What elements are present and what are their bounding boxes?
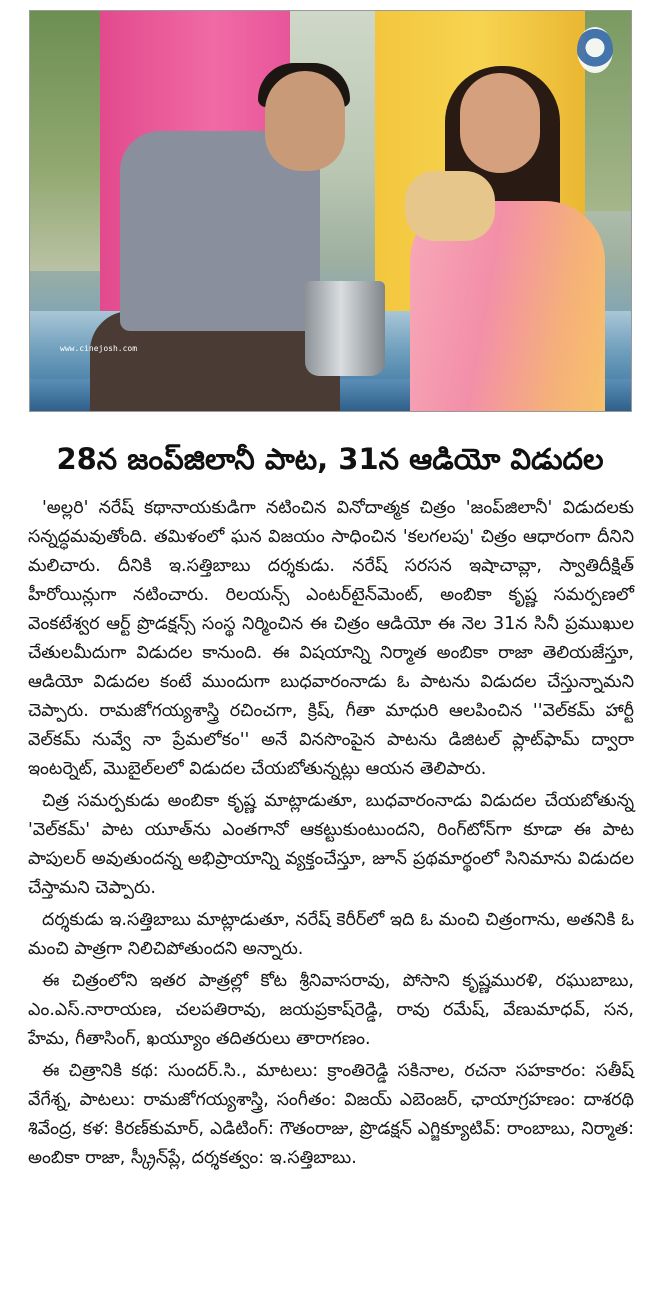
article-paragraph-5: ఈ చిత్రానికి కథ: సుందర్.సి., మాటలు: క్రాంతిరెడ్డి సకినాల, రచనా సహకారం: సతీష్ వేగేశ్న, పాటలు: రామజోగయ్యశాస్త్రి, సంగీతం: విజయ్ ఎబెంజర్, ఛాయాగ్రహణం: దాశరథి శివేంద్ర, కళ: కిరణ్‌కుమార్, ఎడిటింగ్: గౌతంరాజు, ప్రొడక్షన్ ఎగ్జిక్యూటివ్: రాంబాబు, నిర్మాత: అంబికా రాజా, స్క్రీన్‌ప్లే, దర్శకత్వం: ఇ.సత్తిబాబు.: [28, 1061, 634, 1168]
cinejosh-logo-icon: [577, 27, 613, 73]
article-paragraph-4: ఈ చిత్రంలోని ఇతర పాత్రల్లో కోట శ్రీనివాసరావు, పోసాని కృష్ణమురళి, రఘుబాబు, ఎం.ఎస్.నారాయణ, చలపతిరావు, జయప్రకాష్‌రెడ్డి, రావు రమేష్, వేణుమాధవ్, సన, హేమ, గీతాసింగ్, ఖయ్యూం తదితరులు తారాగణం.: [28, 971, 634, 1049]
photo-bucket: [305, 281, 385, 376]
article-paragraph-3: దర్శకుడు ఇ.సత్తిబాబు మాట్లాడుతూ, నరేష్ కెరీర్‌లో ఇది ఓ మంచి చిత్రంగాను, అతనికి ఓ మంచి పాత్రగా నిలిచిపోతుందని అన్నారు.: [28, 910, 634, 959]
photo-man-head: [265, 71, 345, 171]
article-headline: 28న జంప్‌జిలానీ పాట, 31న ఆడియో విడుదల: [56, 442, 604, 477]
article-paragraph-1: 'అల్లరి' నరేష్ కథానాయకుడిగా నటించిన వినోదాత్మక చిత్రం 'జంప్‌జిలానీ' విడుదలకు సన్నద్ధమవుతోంది. తమిళంలో ఘన విజయం సాధించిన 'కలగలపు' చిత్రం ఆధారంగా దీనిని మలిచారు. దీనికి ఇ.సత్తిబాబు దర్శకుడు. నరేష్ సరసన ఇషాచావ్లా, స్వాతిదీక్షిత్ హీరోయిన్లుగా నటించారు. రిలయన్స్ ఎంటర్‌టైన్‌మెంట్, అంబికా కృష్ణ సమర్పణలో వెంకటేశ్వర ఆర్ట్ ప్రొడక్షన్స్ సంస్థ నిర్మించిన ఈ చిత్రం ఆడియో ఈ నెల 31న సినీ ప్రముఖుల చేతులమీదుగా విడుదల కానుంది. ఈ విషయాన్ని నిర్మాత అంబికా రాజా తెలియజేస్తూ, ఆడియో విడుదల కంటే ముందుగా బుధవారంనాడు ఓ పాటను విడుదల చేస్తున్నామని చెప్పారు. రామజోగయ్యశాస్త్రి రచించగా, క్రిష్, గీతా మాధురి ఆలపించిన ''వెల్‌కమ్ హార్టీ వెల్‌కమ్ నువ్వే నా ప్రేమలోకం'' అనే వినసొంపైన పాటను డిజిటల్ ప్లాట్‌ఫామ్ ద్వారా ఇంటర్నెట్, మొబైల్‌లలో విడుదల చేయబోతున్నట్లు ఆయన తెలిపారు.: [28, 498, 634, 779]
article-photo: [29, 10, 632, 412]
photo-woman-head: [460, 73, 540, 173]
photo-watermark: www.cinejosh.com: [60, 344, 138, 353]
photo-trees: [30, 11, 110, 271]
photo-woman-blouse: [405, 171, 495, 241]
article-paragraph-2: చిత్ర సమర్పకుడు అంబికా కృష్ణ మాట్లాడుతూ, బుధవారంనాడు విడుదల చేయబోతున్న 'వెల్‌కమ్' పాట యూత్‌ను ఎంతగానో ఆకట్టుకుంటుందని, రింగ్‌టోన్‌గా కూడా ఈ పాట పాపులర్ అవుతుందన్న అభిప్రాయాన్ని వ్యక్తంచేస్తూ, జూన్ ప్రథమార్థంలో సినిమాను విడుదల చేస్తామని చెప్పారు.: [28, 791, 634, 898]
article-body: [28, 494, 634, 1176]
